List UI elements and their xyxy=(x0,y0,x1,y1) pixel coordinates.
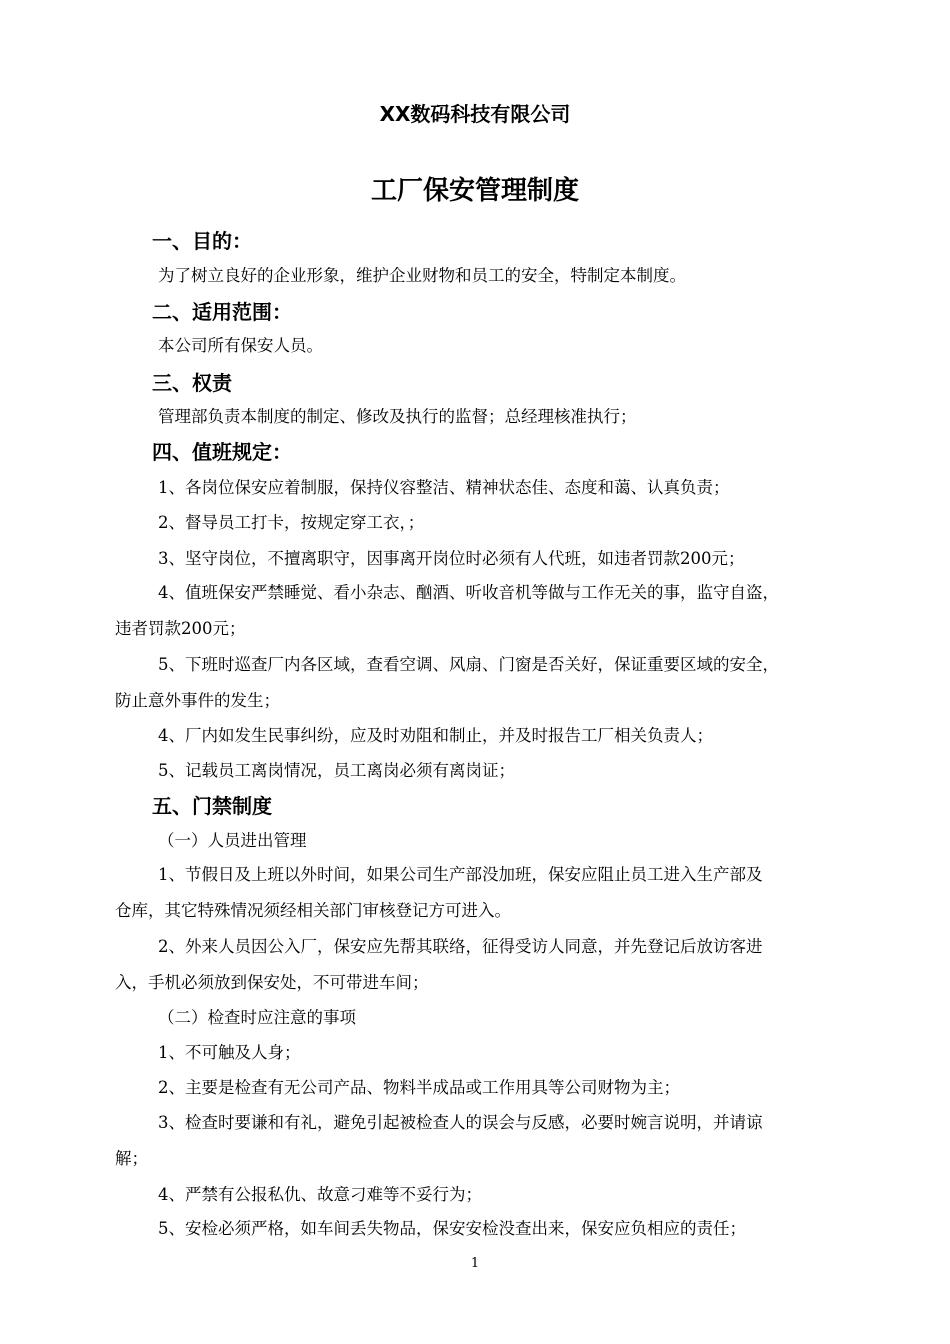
access-rule-1-line1: 1、节假日及上班以外时间，如果公司生产部没加班，保安应阻止员工进入生产部及 xyxy=(158,865,763,884)
section-3-heading: 三、权责 xyxy=(152,371,232,395)
access-rule-1-line2: 仓库，其它特殊情况须经相关部门审核登记方可进入。 xyxy=(115,901,511,920)
duty-rule-7: 5、记载员工离岗情况，员工离岗必须有离岗证； xyxy=(158,761,515,780)
duty-rule-2: 2、督导员工打卡，按规定穿工衣，； xyxy=(158,513,425,532)
duty-rule-4-line1: 4、值班保安严禁睡觉、看小杂志、酗酒、听收音机等做与工作无关的事，监守自盗， xyxy=(158,583,779,602)
section-2-heading: 二、适用范围： xyxy=(152,300,292,324)
duty-rule-6: 4、厂内如发生民事纠纷，应及时劝阻和制止，并及时报告工厂相关负责人； xyxy=(158,726,713,745)
page-number: 1 xyxy=(470,1256,480,1271)
inspection-rule-5: 5、安检必须严格，如车间丢失物品，保安安检没查出来，保安应负相应的责任； xyxy=(158,1219,746,1238)
inspection-rule-1: 1、不可触及人身； xyxy=(158,1043,301,1062)
section-1-text: 为了树立良好的企业形象，维护企业财物和员工的安全，特制定本制度。 xyxy=(158,266,686,285)
duty-rule-4-line2: 违者罚款200元； xyxy=(115,619,246,638)
inspection-rule-2: 2、主要是检查有无公司产品、物料半成品或工作用具等公司财物为主； xyxy=(158,1078,680,1097)
duty-rule-1: 1、各岗位保安应着制服，保持仪容整洁、精神状态佳、态度和蔼、认真负责； xyxy=(158,478,730,497)
inspection-rule-4: 4、严禁有公报私仇、故意刁难等不妥行为； xyxy=(158,1185,482,1204)
document-title: 工厂保安管理制度 xyxy=(370,176,579,206)
access-rule-2-line1: 2、外来人员因公入厂，保安应先帮其联络，征得受访人同意，并先登记后放访客进 xyxy=(158,937,763,956)
company-name: XX数码科技有限公司 xyxy=(379,102,571,126)
subsection-1-heading: （一）人员进出管理 xyxy=(158,831,307,850)
inspection-rule-3-line2: 解； xyxy=(115,1149,148,1168)
section-2-text: 本公司所有保安人员。 xyxy=(158,336,323,355)
duty-rule-5-line1: 5、下班时巡查厂内各区域，查看空调、风扇、门窗是否关好，保证重要区域的安全， xyxy=(158,655,779,674)
section-4-heading: 四、值班规定： xyxy=(152,440,292,464)
subsection-2-heading: （二）检查时应注意的事项 xyxy=(158,1008,356,1027)
access-rule-2-line2: 入，手机必须放到保安处，不可带进车间； xyxy=(115,973,429,992)
section-1-heading: 一、目的： xyxy=(152,229,252,253)
duty-rule-3: 3、坚守岗位，不擅离职守，因事离开岗位时必须有人代班，如违者罚款200元； xyxy=(158,549,745,568)
duty-rule-5-line2: 防止意外事件的发生； xyxy=(115,691,280,710)
section-3-text: 管理部负责本制度的制定、修改及执行的监督；总经理核准执行； xyxy=(158,407,637,426)
inspection-rule-3-line1: 3、检查时要谦和有礼，避免引起被检查人的误会与反感，必要时婉言说明，并请谅 xyxy=(158,1113,763,1132)
section-5-heading: 五、门禁制度 xyxy=(152,794,272,818)
